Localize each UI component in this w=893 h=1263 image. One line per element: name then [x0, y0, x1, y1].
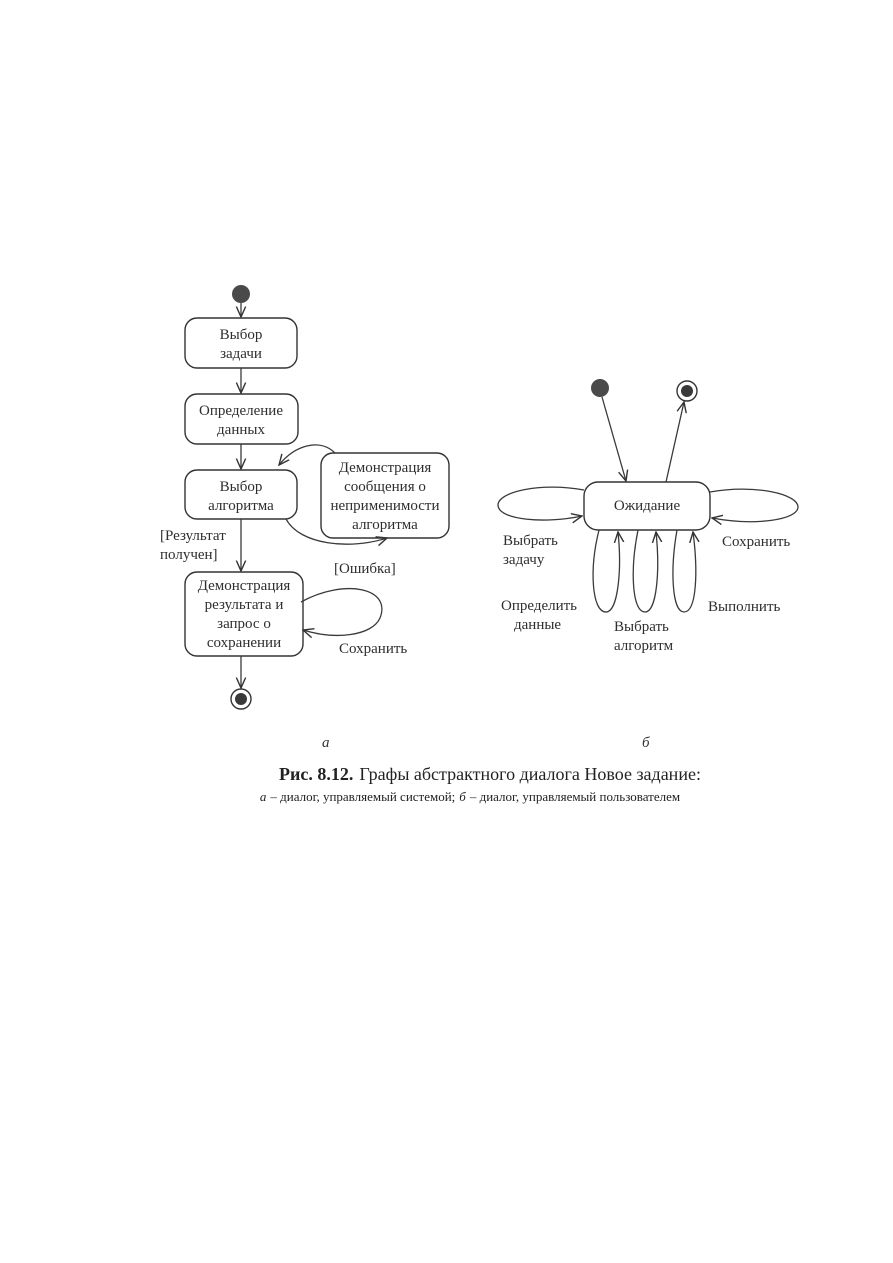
edge-loop-define-data	[593, 530, 619, 612]
label-result-received-line1: [Результат	[160, 528, 226, 544]
label-error: [Ошибка]	[334, 561, 396, 577]
caption-title: Графы абстрактного диалога Новое задание:	[359, 764, 701, 784]
caption-b-letter: б	[459, 789, 466, 804]
figure-caption	[260, 764, 701, 804]
state-error-demo-line2: сообщения о	[344, 479, 426, 495]
state-result-demo	[185, 572, 303, 656]
label-select-task-line2: задачу	[503, 552, 545, 568]
label-select-algo-line2: алгоритм	[614, 638, 674, 654]
initial-state-b	[591, 379, 609, 397]
edge-loop-select-task	[498, 487, 584, 520]
diagram-b	[498, 379, 798, 751]
state-result-demo-line4: сохранении	[206, 635, 282, 651]
state-error-demo-line4: алгоритма	[352, 517, 418, 533]
label-save-a: Сохранить	[339, 641, 408, 657]
label-define-data-line2: данные	[514, 617, 562, 633]
caption-a-letter: а	[259, 789, 267, 804]
caption-subline	[260, 789, 680, 804]
edge-result-save-loop	[301, 589, 382, 636]
sublabel-b: б	[642, 735, 650, 751]
sublabel-a: а	[322, 735, 330, 751]
state-error-demo	[321, 453, 449, 538]
state-select-task-line1: Выбор	[219, 327, 263, 343]
label-execute: Выполнить	[708, 599, 781, 615]
state-result-demo-line3: запрос о	[217, 616, 271, 632]
caption-a-text: – диалог, управляемый системой;	[270, 789, 456, 804]
edge-loop-save	[710, 489, 798, 521]
edge-loop-execute	[673, 530, 696, 612]
state-define-data	[185, 394, 298, 444]
state-waiting-label: Ожидание	[613, 498, 681, 514]
state-select-algorithm-line2: алгоритма	[208, 498, 274, 514]
final-state-a	[231, 689, 251, 709]
edge-initial-to-waiting	[602, 397, 626, 481]
state-error-demo-line1: Демонстрация	[338, 460, 432, 476]
state-select-algorithm	[185, 470, 297, 519]
initial-state-a	[232, 285, 250, 303]
label-save-b: Сохранить	[722, 534, 791, 550]
caption-title-line	[279, 764, 701, 784]
state-define-data-line2: данных	[217, 422, 265, 438]
label-select-algo-line1: Выбрать	[614, 619, 669, 635]
diagram-a	[160, 285, 449, 751]
state-define-data-line1: Определение	[199, 403, 283, 419]
state-result-demo-line1: Демонстрация	[197, 578, 291, 594]
state-select-task	[185, 318, 297, 368]
state-waiting	[584, 482, 710, 530]
state-error-demo-line3: неприменимости	[330, 498, 440, 514]
caption-number: Рис. 8.12.	[279, 764, 354, 784]
edge-waiting-to-final	[666, 402, 684, 482]
state-select-algorithm-line1: Выбор	[219, 479, 263, 495]
state-select-task-line2: задачи	[220, 346, 262, 362]
label-define-data-line1: Определить	[501, 598, 578, 614]
state-result-demo-line2: результата и	[204, 597, 284, 613]
label-result-received-line2: получен]	[160, 547, 218, 563]
label-select-task-line1: Выбрать	[503, 533, 558, 549]
edge-loop-select-algo	[633, 530, 657, 612]
final-state-b	[677, 381, 697, 401]
caption-b-text: – диалог, управляемый пользователем	[469, 789, 681, 804]
